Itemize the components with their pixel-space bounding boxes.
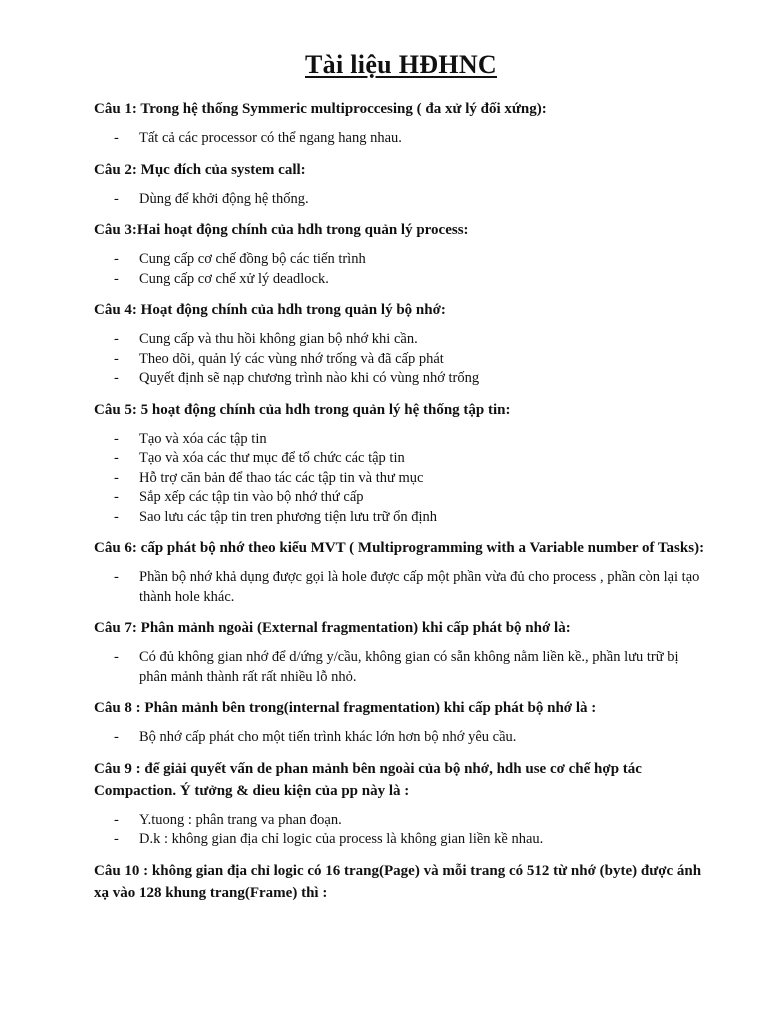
answer-list: [94, 250, 708, 289]
answer-list: [94, 568, 708, 607]
answer-item: - D.k : không gian địa chỉ logic của process là không gian liền kề nhau.: [94, 830, 708, 850]
answer-item: - Cung cấp cơ chế đồng bộ các tiến trình: [94, 250, 708, 270]
question-heading: Câu 6: cấp phát bộ nhớ theo kiểu MVT ( Multiprogramming with a Variable number of Tasks):: [94, 540, 705, 556]
question-block: [94, 758, 708, 850]
question-heading: Câu 3:Hai hoạt động chính của hdh trong quản lý process:: [94, 222, 469, 238]
answer-item: - Cung cấp và thu hồi không gian bộ nhớ khi cần.: [94, 330, 708, 350]
question-block: [94, 159, 708, 210]
answer-item: - Cung cấp cơ chế xử lý deadlock.: [94, 270, 708, 290]
answer-item: - Bộ nhớ cấp phát cho một tiến trình khác lớn hơn bộ nhớ yêu cầu.: [94, 728, 708, 748]
question-heading: Câu 9 : để giải quyết vấn de phan mảnh bên ngoài của bộ nhớ, hdh use cơ chế hợp tác Compaction. Ý tưởng & dieu kiện của pp này là :: [94, 760, 642, 799]
answer-list: [94, 430, 708, 528]
answer-item: - Sao lưu các tập tin tren phương tiện lưu trữ ổn định: [94, 508, 708, 528]
answer-item: - Tạo và xóa các tập tin: [94, 430, 708, 450]
answer-item: - Hỗ trợ căn bản để thao tác các tập tin và thư mục: [94, 469, 708, 489]
question-heading: Câu 8 : Phân mảnh bên trong(internal fragmentation) khi cấp phát bộ nhớ là :: [94, 700, 597, 716]
answer-item: - Tạo và xóa các thư mục để tổ chức các tập tin: [94, 449, 708, 469]
question-block: [94, 860, 708, 904]
answer-item: - Quyết định sẽ nạp chương trình nào khi có vùng nhớ trống: [94, 369, 708, 389]
answer-list: [94, 129, 708, 149]
answer-item: - Tất cả các processor có thể ngang hang nhau.: [94, 129, 708, 149]
question-heading: Câu 4: Hoạt động chính của hdh trong quản lý bộ nhớ:: [94, 302, 446, 318]
answer-item: - Y.tuong : phân trang va phan đoạn.: [94, 811, 708, 831]
answer-item: - Dùng để khởi động hệ thống.: [94, 190, 708, 210]
question-heading: Câu 10 : không gian địa chỉ logic có 16 trang(Page) và mỗi trang có 512 từ nhớ (byte) được ánh xạ vào 128 khung trang(Frame) thì :: [94, 862, 702, 901]
answer-item: - Phần bộ nhớ khả dụng được gọi là hole được cấp một phần vừa đủ cho process , phần còn lại tạo thành hole khác.: [94, 568, 708, 607]
question-list: [94, 98, 708, 904]
answer-list: [94, 190, 708, 210]
answer-list: [94, 811, 708, 850]
question-block: [94, 399, 708, 528]
answer-list: [94, 330, 708, 389]
question-heading: Câu 7: Phân mảnh ngoài (External fragmentation) khi cấp phát bộ nhớ là:: [94, 620, 571, 636]
question-block: [94, 219, 708, 289]
answer-list: [94, 648, 708, 687]
answer-item: - Sắp xếp các tập tin vào bộ nhớ thứ cấp: [94, 488, 708, 508]
answer-item: - Có đủ không gian nhớ để d/ứng y/cầu, không gian có sẵn không nằm liền kề., phần lưu trữ bị phân mảnh thành rất rất nhiều lỗ nhỏ.: [94, 648, 708, 687]
question-block: [94, 98, 708, 149]
question-block: [94, 617, 708, 687]
answer-list: [94, 728, 708, 748]
question-heading: Câu 5: 5 hoạt động chính của hdh trong quản lý hệ thống tập tin:: [94, 401, 511, 418]
answer-item: - Theo dõi, quản lý các vùng nhớ trống và đã cấp phát: [94, 350, 708, 370]
question-heading: Câu 1: Trong hệ thống Symmeric multiproccesing ( đa xử lý đối xứng):: [94, 101, 547, 117]
question-block: [94, 697, 708, 748]
question-heading: Câu 2: Mục đích của system call:: [94, 161, 306, 178]
question-block: [94, 537, 708, 607]
document-title: Tài liệu HĐHNC: [305, 50, 497, 79]
question-block: [94, 299, 708, 389]
